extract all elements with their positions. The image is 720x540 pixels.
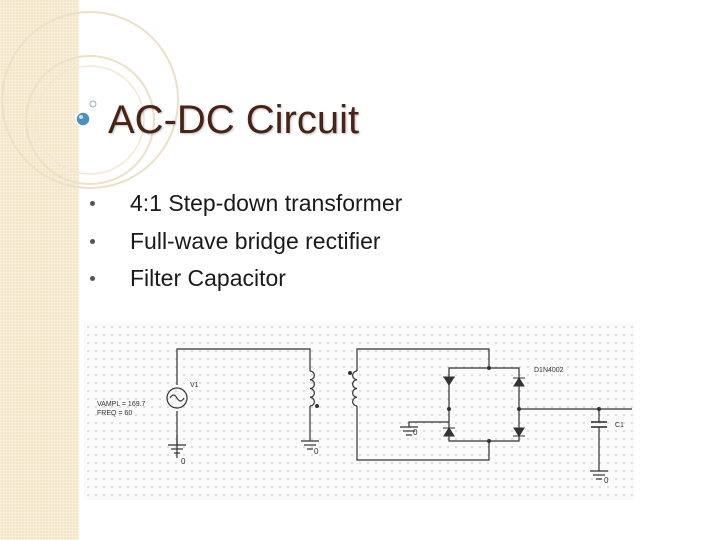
- vampl-label: VAMPL = 169.7: [97, 401, 146, 408]
- ground-label: 0: [413, 428, 418, 437]
- diode-label: D1N4002: [534, 367, 564, 374]
- freq-label: FREQ = 60: [97, 410, 133, 417]
- ground-label: 0: [314, 447, 319, 456]
- bullet-item: [90, 261, 402, 299]
- ground-label: 0: [604, 476, 609, 485]
- slide-title: AC-DC Circuit: [108, 98, 360, 142]
- bullet-dot-icon: [90, 239, 95, 244]
- bullet-item: [90, 186, 402, 224]
- bullet-dot-icon: [90, 276, 95, 281]
- circuit-schematic: [84, 323, 634, 500]
- bullet-item: [90, 224, 402, 262]
- bullet-text: Full-wave bridge rectifier: [130, 227, 381, 254]
- bullet-text: Filter Capacitor: [130, 265, 286, 291]
- bullet-list: [90, 186, 402, 299]
- capacitor-label: C1: [615, 422, 624, 429]
- bullet-text: 4:1 Step-down transformer: [130, 190, 403, 216]
- bullet-dot-icon: [90, 201, 95, 206]
- ground-label: 0: [181, 457, 186, 466]
- source-label: V1: [190, 382, 199, 389]
- circuit-diagram: [84, 323, 634, 500]
